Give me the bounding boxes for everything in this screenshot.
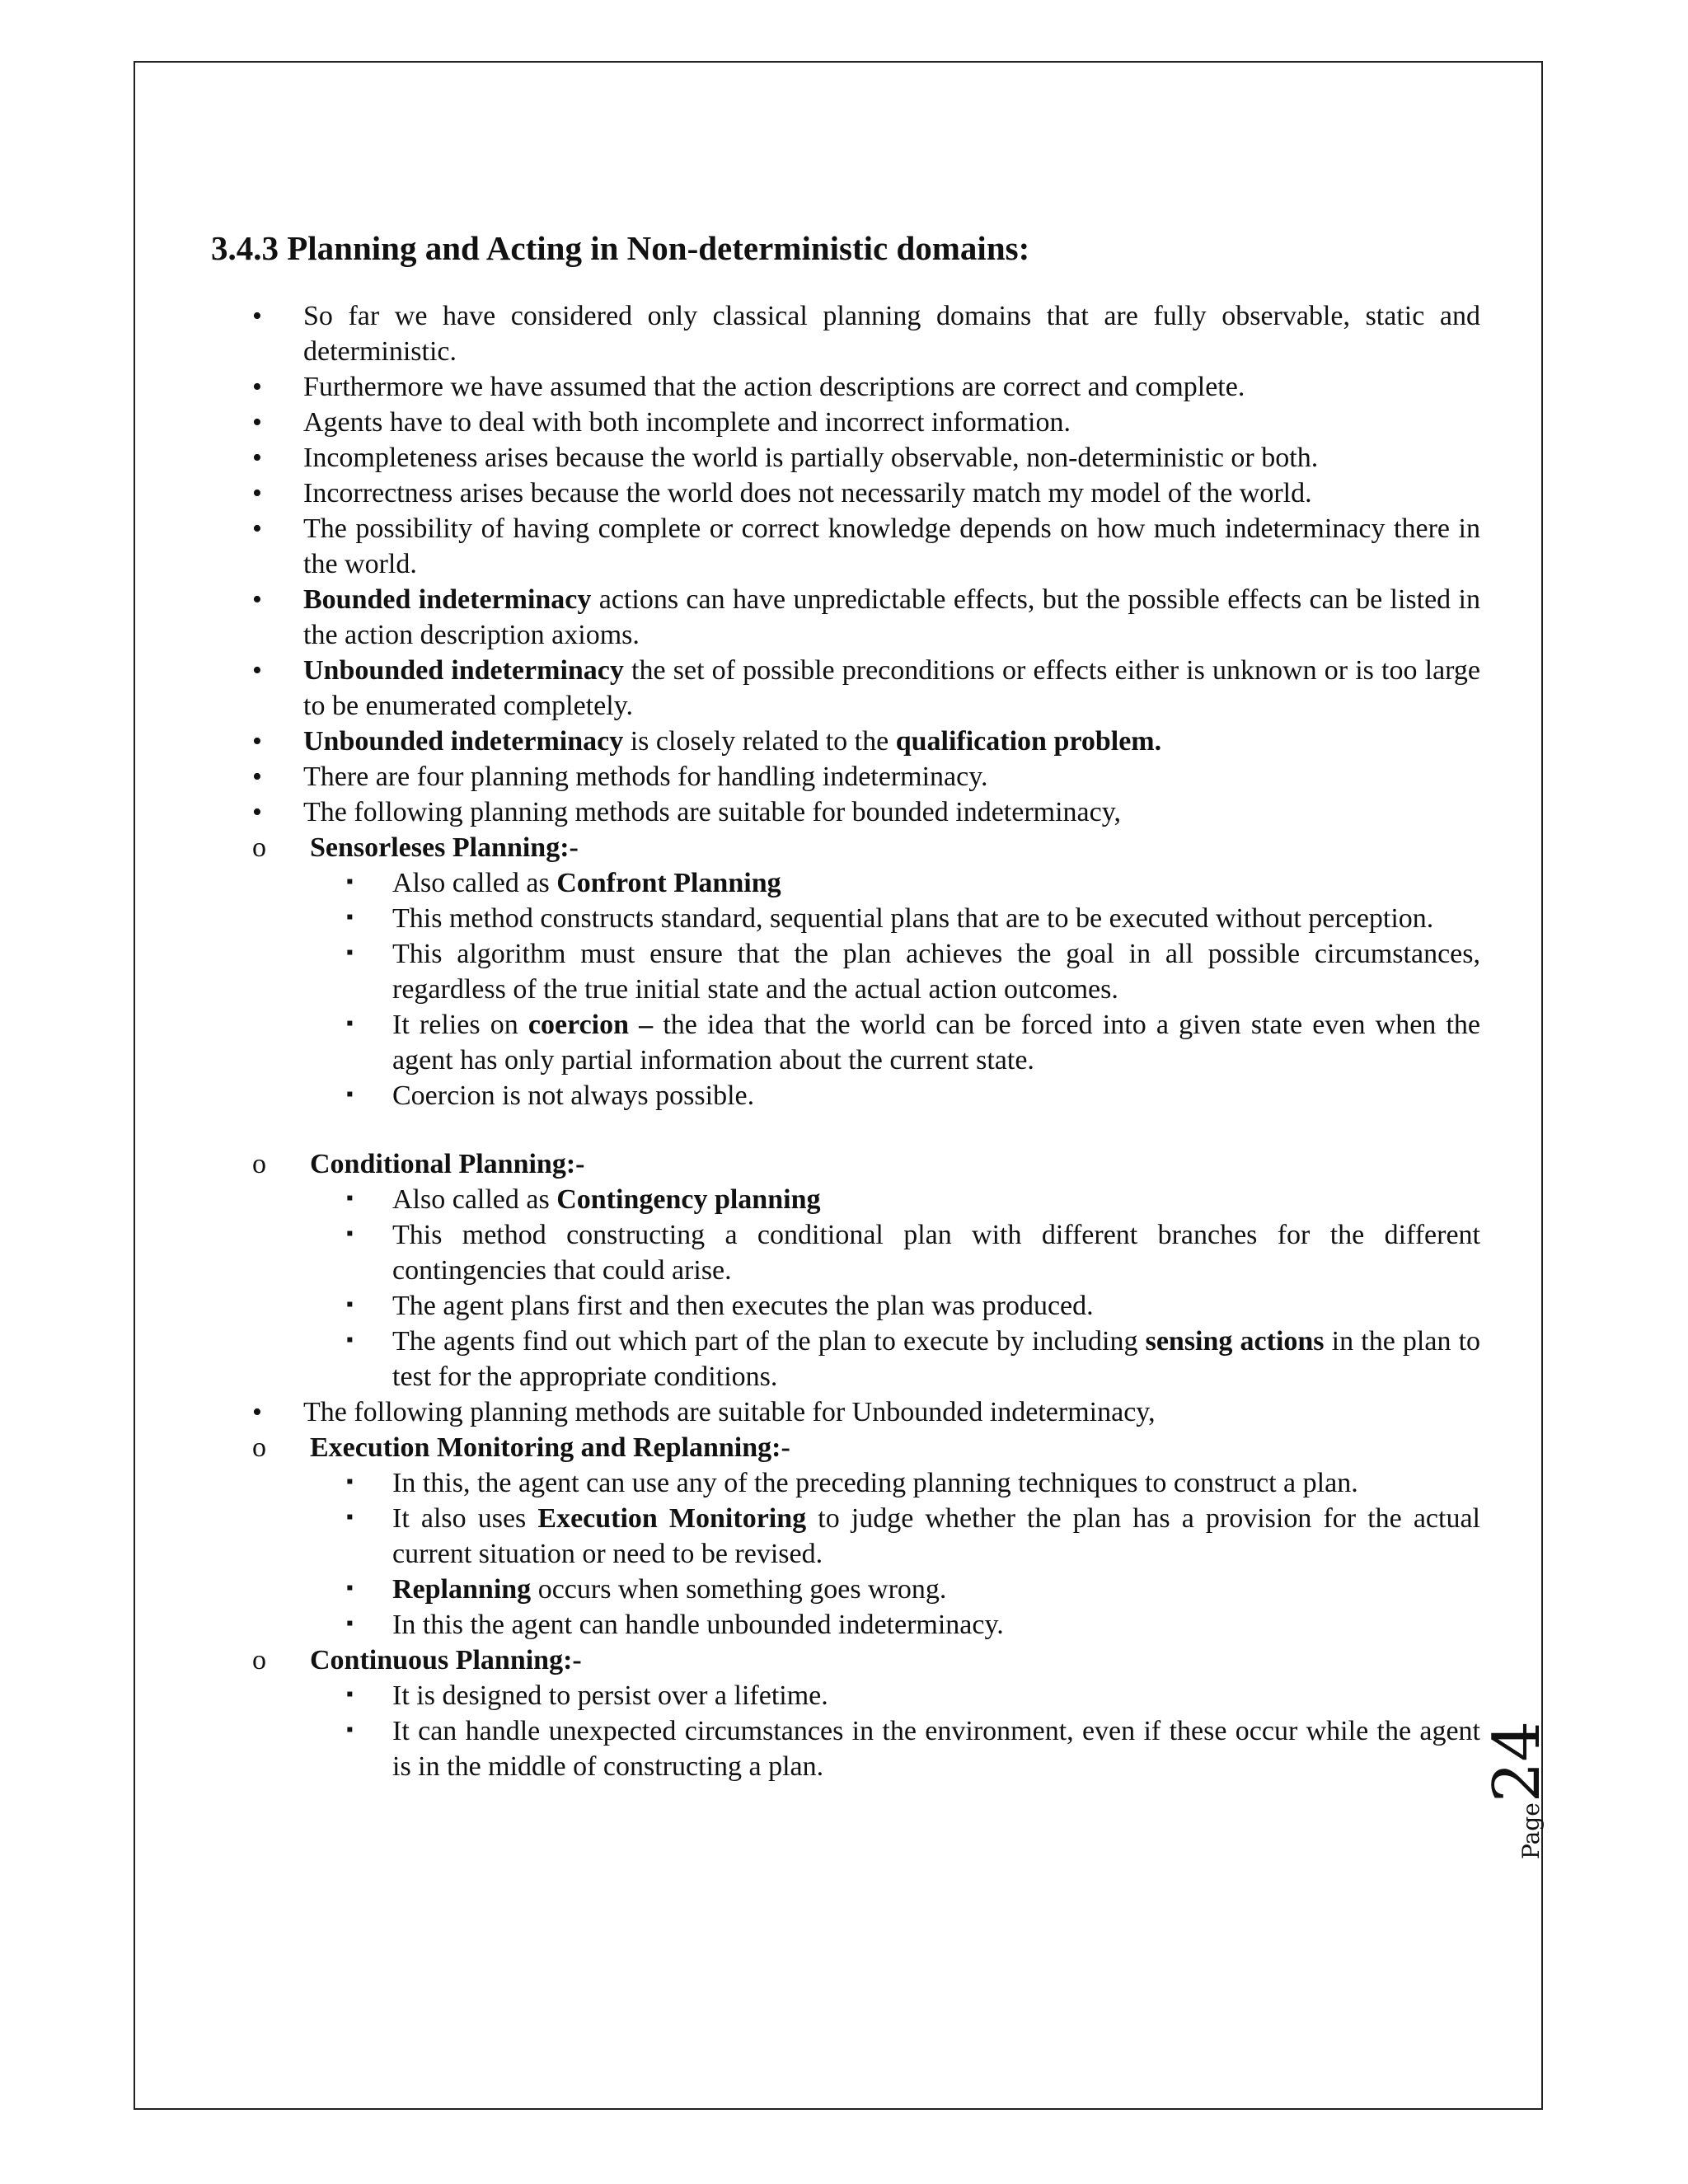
page-word: Page <box>1517 1802 1545 1859</box>
bullet-marker: • <box>252 301 262 331</box>
square-marker: ▪ <box>346 942 354 963</box>
list-item: ▪ In this, the agent can use any of the preceding planning techniques to construct a plan. <box>310 1465 1480 1501</box>
unbounded-methods-list <box>211 1430 1480 1784</box>
square-marker: ▪ <box>346 1329 354 1351</box>
method-title: Execution Monitoring and Replanning:- <box>310 1432 790 1463</box>
list-item: ▪ This method constructs standard, sequential plans that are to be executed without perception. <box>310 901 1480 936</box>
conditional-points <box>310 1182 1480 1394</box>
bullet-marker: • <box>252 762 262 792</box>
list-item: ▪ Also called as Contingency planning <box>310 1182 1480 1217</box>
bullet-marker: • <box>252 1397 262 1427</box>
spacer <box>211 1113 1480 1146</box>
bullet-marker: • <box>252 726 262 757</box>
list-item: • Incompleteness arises because the world is partially observable, non-deterministic or both. <box>211 440 1480 476</box>
list-item: ▪ It relies on coercion – the idea that the world can be forced into a given state even when the agent has only partial information about the current state. <box>310 1007 1480 1078</box>
list-item: ▪ Also called as Confront Planning <box>310 865 1480 901</box>
list-item: ▪ Coercion is not always possible. <box>310 1078 1480 1113</box>
method-sensorless <box>211 830 1480 1113</box>
bullet-marker: • <box>252 584 262 615</box>
bullet-marker: • <box>252 407 262 438</box>
unbounded-intro-list <box>211 1394 1480 1430</box>
method-title: Conditional Planning:- <box>310 1149 585 1179</box>
document-body <box>211 227 1480 1784</box>
list-item: ▪ This method constructing a conditional plan with different branches for the different contingencies that could arise. <box>310 1217 1480 1288</box>
square-marker: ▪ <box>346 1223 354 1244</box>
list-item-qualification: • Unbounded indeterminacy is closely related to the qualification problem. <box>211 724 1480 759</box>
square-marker: ▪ <box>346 1507 354 1528</box>
circle-marker: o <box>252 1432 266 1463</box>
bullet-marker: • <box>252 372 262 402</box>
list-item: • Agents have to deal with both incomplete and incorrect information. <box>211 405 1480 440</box>
main-bullet-list <box>211 298 1480 830</box>
list-item: • Incorrectness arises because the world does not necessarily match my model of the world. <box>211 476 1480 511</box>
continuous-points <box>310 1678 1480 1784</box>
square-marker: ▪ <box>346 1084 354 1105</box>
list-item: ▪ The agent plans first and then executes the plan was produced. <box>310 1288 1480 1324</box>
square-marker: ▪ <box>346 871 354 893</box>
square-marker: ▪ <box>346 1471 354 1493</box>
circle-marker: o <box>252 1645 266 1675</box>
bullet-marker: • <box>252 478 262 509</box>
list-item: • The possibility of having complete or correct knowledge depends on how much indeterminacy there in the world. <box>211 511 1480 582</box>
method-conditional <box>211 1146 1480 1394</box>
list-item: ▪ It can handle unexpected circumstances in the environment, even if these occur while the agent is in the middle of constructing a plan. <box>310 1713 1480 1784</box>
square-marker: ▪ <box>346 907 354 928</box>
circle-marker: o <box>252 1149 266 1179</box>
section-heading: 3.4.3 Planning and Acting in Non-deterministic domains: <box>211 229 1030 267</box>
square-marker: ▪ <box>346 1294 354 1315</box>
square-marker: ▪ <box>346 1188 354 1209</box>
square-marker: ▪ <box>346 1577 354 1599</box>
list-item: • There are four planning methods for handling indeterminacy. <box>211 759 1480 794</box>
list-item: ▪ In this the agent can handle unbounded indeterminacy. <box>310 1607 1480 1643</box>
list-item: • So far we have considered only classical planning domains that are fully observable, static and deterministic. <box>211 298 1480 369</box>
bullet-marker: • <box>252 655 262 686</box>
method-title: Continuous Planning:- <box>310 1645 582 1675</box>
page-number <box>1480 1721 1554 1859</box>
method-continuous <box>211 1643 1480 1784</box>
list-item: ▪ This algorithm must ensure that the plan achieves the goal in all possible circumstances, regardless of the true initial state and the actual action outcomes. <box>310 936 1480 1007</box>
list-item: ▪ Replanning occurs when something goes wrong. <box>310 1572 1480 1607</box>
method-execution-monitoring <box>211 1430 1480 1643</box>
list-item: ▪ It is designed to persist over a lifetime. <box>310 1678 1480 1713</box>
square-marker: ▪ <box>346 1684 354 1705</box>
bullet-marker: • <box>252 797 262 827</box>
sensorless-points <box>310 865 1480 1113</box>
bullet-marker: • <box>252 513 262 544</box>
bounded-methods-list <box>211 830 1480 1394</box>
page-number-value: 24 <box>1480 1720 1554 1803</box>
bullet-marker: • <box>252 443 262 473</box>
square-marker: ▪ <box>346 1613 354 1634</box>
execution-points <box>310 1465 1480 1643</box>
list-item: • Furthermore we have assumed that the action descriptions are correct and complete. <box>211 369 1480 405</box>
list-item-bounded-intro: • The following planning methods are suitable for bounded indeterminacy, <box>211 794 1480 830</box>
method-title: Sensorleses Planning:- <box>310 832 579 863</box>
list-item: ▪ The agents find out which part of the plan to execute by including sensing actions in the plan to test for the appropriate conditions. <box>310 1324 1480 1394</box>
list-item: ▪ It also uses Execution Monitoring to judge whether the plan has a provision for the actual current situation or need to be revised. <box>310 1501 1480 1572</box>
list-item-unbounded: • Unbounded indeterminacy the set of possible preconditions or effects either is unknown or is too large to be enumerated completely. <box>211 653 1480 724</box>
list-item-unbounded-intro: • The following planning methods are suitable for Unbounded indeterminacy, <box>211 1394 1480 1430</box>
list-item-bounded: • Bounded indeterminacy actions can have unpredictable effects, but the possible effects can be listed in the action description axioms. <box>211 582 1480 653</box>
square-marker: ▪ <box>346 1013 354 1034</box>
circle-marker: o <box>252 832 266 863</box>
square-marker: ▪ <box>346 1719 354 1741</box>
